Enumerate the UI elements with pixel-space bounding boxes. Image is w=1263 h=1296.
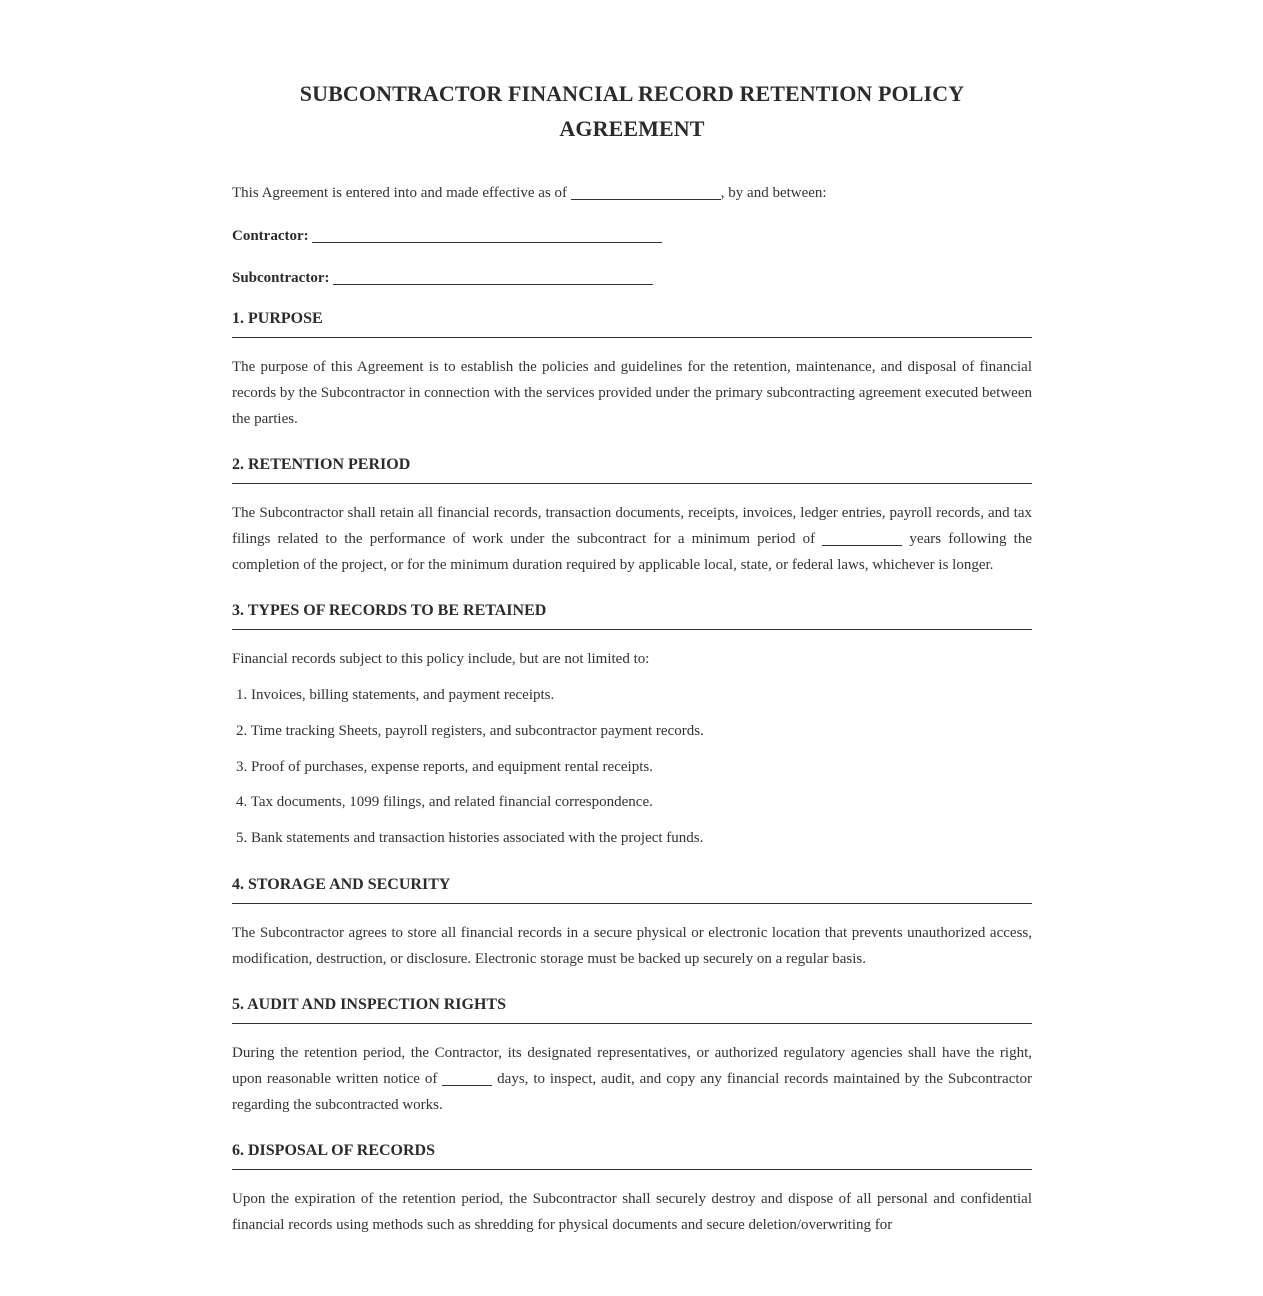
section-heading: 3. TYPES OF RECORDS TO BE RETAINED <box>232 601 1032 630</box>
subcontractor-line <box>232 265 1032 291</box>
section-body <box>232 500 1032 578</box>
audit-body-before: During the retention period, the Contractor, its designated representatives, or authorized regulatory agencies shall have the right, upon reasonable written notice of <box>232 1045 1032 1088</box>
section-body: Upon the expiration of the retention period, the Subcontractor shall securely destroy and dispose of all personal and confidential financial records using methods such as shredding for physical documents and secure deletion/overwriting for <box>232 1191 1032 1234</box>
records-list <box>232 682 1032 851</box>
retention-body-before: The Subcontractor shall retain all financial records, transaction documents, receipts, invoices, ledger entries, payroll records, and tax filings related to the performance of work under the subcontract for a minimum period of <box>232 505 1032 547</box>
section-heading: 2. RETENTION PERIOD <box>232 455 1032 484</box>
section-body: The Subcontractor agrees to store all financial records in a secure physical or electronic location that prevents unauthorized access, modification, destruction, or disclosure. Electronic storage must be backed up securely on a regular basis. <box>232 925 1032 968</box>
section-heading: 4. STORAGE AND SECURITY <box>232 875 1032 904</box>
list-item: 1. Invoices, billing statements, and payment receipts. <box>236 687 555 703</box>
section-retention-period <box>232 455 1032 578</box>
document-title <box>232 76 1032 146</box>
document-page <box>232 0 1032 1238</box>
audit-body-after: days, to inspect, audit, and copy any financial records maintained by the Subcontractor regarding the subcontracted works. <box>232 1071 1033 1114</box>
contractor-name-blank[interactable] <box>312 228 662 243</box>
effective-prefix: This Agreement is entered into and made effective as of <box>232 185 568 201</box>
audit-notice-days-blank[interactable] <box>442 1071 492 1086</box>
effective-date-line <box>232 180 1032 206</box>
section-storage-security <box>232 875 1032 972</box>
contractor-label: Contractor: <box>232 228 309 244</box>
effective-date-blank[interactable] <box>571 185 721 200</box>
retention-body-after: years following the completion of the project, or for the minimum duration required by applicable local, state, or federal laws, whichever is longer. <box>232 531 1032 573</box>
section-intro: Financial records subject to this policy include, but are not limited to: <box>232 651 650 667</box>
section-purpose <box>232 309 1032 432</box>
section-body: The purpose of this Agreement is to establish the policies and guidelines for the retention, maintenance, and disposal of financial records by the Subcontractor in connection with the services provided under the primary subcontracting agreement executed between the parties. <box>232 359 1032 427</box>
list-item: 2. Time tracking Sheets, payroll registers, and subcontractor payment records. <box>236 722 704 739</box>
list-item: 3. Proof of purchases, expense reports, and equipment rental receipts. <box>236 758 653 775</box>
title-line-1: SUBCONTRACTOR FINANCIAL RECORD RETENTION POLICY <box>299 81 965 106</box>
retention-years-blank[interactable] <box>822 531 902 546</box>
section-audit-inspection <box>232 995 1032 1118</box>
contractor-line <box>232 223 1032 249</box>
section-heading: 5. AUDIT AND INSPECTION RIGHTS <box>232 995 1032 1024</box>
subcontractor-label: Subcontractor: <box>232 270 330 286</box>
subcontractor-name-blank[interactable] <box>333 270 653 285</box>
list-item: 5. Bank statements and transaction histories associated with the project funds. <box>236 830 704 847</box>
section-disposal <box>232 1141 1032 1238</box>
section-heading: 1. PURPOSE <box>232 309 1032 338</box>
section-body <box>232 1040 1032 1118</box>
title-line-2: AGREEMENT <box>559 116 705 141</box>
list-item: 4. Tax documents, 1099 filings, and related financial correspondence. <box>236 794 653 811</box>
section-types-of-records <box>232 601 1032 851</box>
section-heading: 6. DISPOSAL OF RECORDS <box>232 1141 1032 1170</box>
effective-suffix: , by and between: <box>720 185 827 201</box>
